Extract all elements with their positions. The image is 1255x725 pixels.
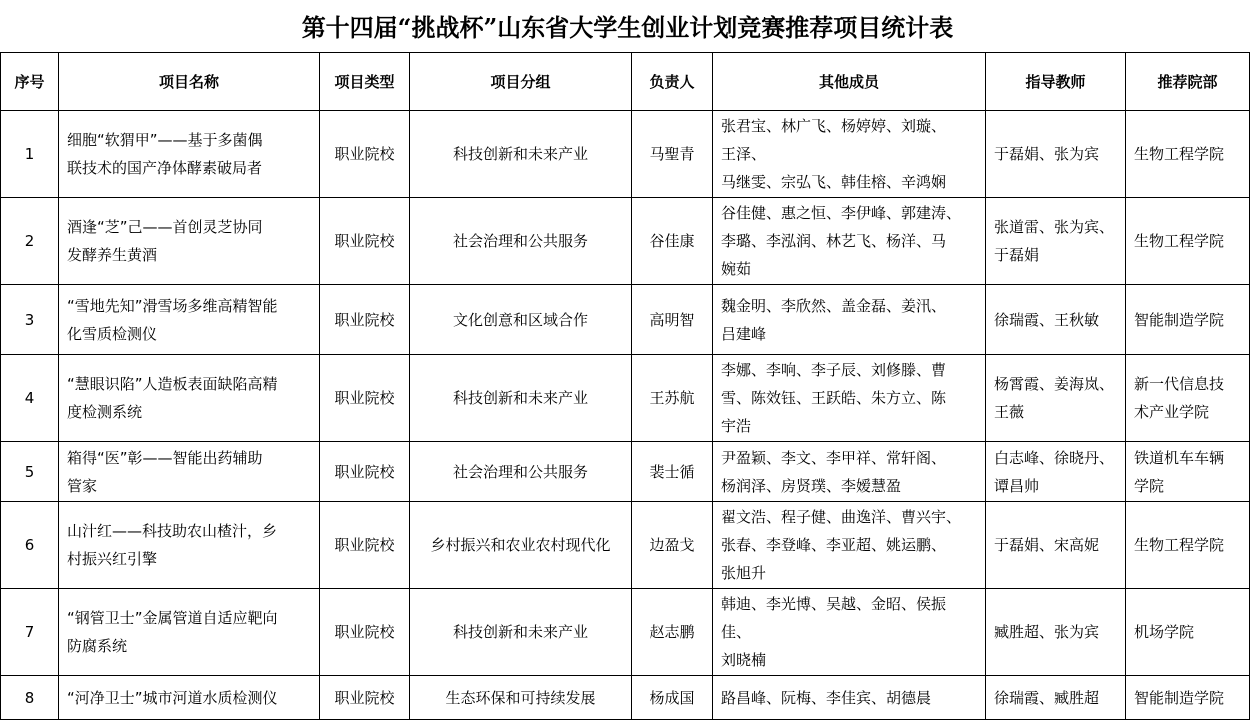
cell-other-members-line: 宇浩	[721, 417, 752, 435]
cell-advisor-line: 徐瑞霞、王秋敏	[994, 310, 1100, 329]
cell-other-members-line: 雪、陈效钰、王跃皓、朱方立、陈	[721, 389, 947, 407]
cell-other-members	[713, 198, 986, 285]
table-row	[1, 285, 1250, 355]
cell-other-members	[713, 676, 986, 720]
cell-leader: 裴士循	[632, 442, 713, 502]
cell-project-name	[59, 285, 320, 355]
cell-leader: 赵志鹏	[632, 589, 713, 676]
cell-project-name	[59, 198, 320, 285]
cell-department-line: 铁道机车车辆	[1134, 448, 1225, 467]
cell-other-members	[713, 442, 986, 502]
cell-department-line: 生物工程学院	[1134, 145, 1225, 163]
cell-project-name-line: 村振兴红引擎	[67, 550, 158, 568]
cell-advisor-line: 谭昌帅	[994, 476, 1040, 495]
cell-advisor	[986, 502, 1126, 589]
cell-department	[1126, 676, 1250, 720]
cell-department-line: 生物工程学院	[1134, 232, 1225, 250]
cell-advisor	[986, 355, 1126, 442]
cell-other-members-line: 尹盈颖、李文、李甲祥、常轩阁、	[721, 448, 947, 467]
cell-other-members-line: 翟文浩、程子健、曲逸洋、曹兴宇、	[721, 508, 962, 526]
cell-project-type: 职业院校	[320, 676, 410, 720]
cell-project-name-line: 防腐系统	[67, 637, 128, 655]
cell-project-type: 职业院校	[320, 442, 410, 502]
header-no: 序号	[1, 53, 59, 111]
project-table	[0, 52, 1250, 720]
header-other-members: 其他成员	[713, 53, 986, 111]
cell-department-line: 学院	[1134, 476, 1165, 495]
cell-other-members-line: 马继雯、宗弘飞、韩佳榕、辛鸿娴	[721, 173, 947, 191]
cell-no: 3	[1, 285, 59, 355]
cell-department-line: 智能制造学院	[1134, 310, 1225, 329]
cell-advisor-line: 臧胜超、张为宾	[994, 623, 1100, 641]
table-row	[1, 198, 1250, 285]
cell-project-type: 职业院校	[320, 111, 410, 198]
cell-advisor-line: 杨霄霞、姜海岚、	[994, 375, 1115, 393]
cell-department	[1126, 285, 1250, 355]
cell-department	[1126, 111, 1250, 198]
cell-project-group: 生态环保和可持续发展	[410, 676, 632, 720]
cell-other-members-line: 王泽、	[721, 145, 767, 163]
cell-other-members	[713, 285, 986, 355]
cell-advisor-line: 于磊娟	[994, 246, 1040, 264]
cell-advisor	[986, 198, 1126, 285]
cell-no: 2	[1, 198, 59, 285]
cell-project-type: 职业院校	[320, 355, 410, 442]
cell-project-name-line: “河净卫士”城市河道水质检测仪	[67, 688, 278, 707]
cell-other-members-line: 李璐、李泓润、林艺飞、杨洋、马	[721, 232, 947, 250]
header-department: 推荐院部	[1126, 53, 1250, 111]
cell-leader: 高明智	[632, 285, 713, 355]
cell-project-name-line: 箱得“医”彰——智能出药辅助	[67, 448, 263, 467]
cell-advisor-line: 于磊娟、宋高妮	[994, 536, 1100, 554]
header-project-group: 项目分组	[410, 53, 632, 111]
page-title: 第十四届“挑战杯”山东省大学生创业计划竞赛推荐项目统计表	[301, 12, 954, 42]
cell-department	[1126, 198, 1250, 285]
cell-other-members	[713, 355, 986, 442]
cell-project-group: 科技创新和未来产业	[410, 111, 632, 198]
cell-no: 6	[1, 502, 59, 589]
cell-other-members-line: 路昌峰、阮梅、李佳宾、胡德晨	[721, 688, 932, 707]
cell-project-name	[59, 355, 320, 442]
cell-project-name-line: 酒逢“芝”己——首创灵芝协同	[67, 218, 263, 236]
cell-advisor-line: 白志峰、徐晓丹、	[994, 448, 1115, 467]
cell-other-members-line: 张旭升	[721, 564, 767, 582]
cell-leader: 马聖青	[632, 111, 713, 198]
cell-leader: 杨成国	[632, 676, 713, 720]
cell-project-name-line: “慧眼识陷”人造板表面缺陷高精	[67, 375, 278, 393]
cell-no: 8	[1, 676, 59, 720]
cell-department	[1126, 355, 1250, 442]
cell-other-members-line: 婉茹	[721, 260, 752, 278]
table-row	[1, 355, 1250, 442]
header-project-type: 项目类型	[320, 53, 410, 111]
cell-project-name-line: 联技术的国产净体酵素破局者	[67, 159, 263, 177]
cell-other-members-line: 张春、李登峰、李亚超、姚运鹏、	[721, 536, 947, 554]
cell-advisor-line: 于磊娟、张为宾	[994, 145, 1100, 163]
cell-no: 5	[1, 442, 59, 502]
cell-other-members	[713, 589, 986, 676]
cell-department-line: 智能制造学院	[1134, 688, 1225, 707]
cell-other-members	[713, 111, 986, 198]
cell-department-line: 生物工程学院	[1134, 536, 1225, 554]
cell-department-line: 术产业学院	[1134, 403, 1210, 421]
cell-project-name-line: 度检测系统	[67, 403, 143, 421]
cell-other-members-line: 张君宝、林广飞、杨婷婷、刘璇、	[721, 117, 947, 135]
cell-project-name-line: 细胞“软猬甲”——基于多菌偶	[67, 131, 263, 149]
header-advisor: 指导教师	[986, 53, 1126, 111]
cell-other-members-line: 杨润泽、房贤璞、李嫒慧盈	[721, 476, 902, 495]
cell-other-members-line: 谷佳健、惠之恒、李伊峰、郭建涛、	[721, 204, 962, 222]
table-row	[1, 111, 1250, 198]
cell-leader: 王苏航	[632, 355, 713, 442]
cell-project-group: 乡村振兴和农业农村现代化	[410, 502, 632, 589]
cell-project-type: 职业院校	[320, 285, 410, 355]
cell-project-name-line: “钢管卫士”金属管道自适应靶向	[67, 609, 278, 627]
cell-other-members-line: 佳、	[721, 623, 752, 641]
cell-other-members-line: 魏金明、李欣然、盖金磊、姜汛、	[721, 296, 947, 315]
header-project-name: 项目名称	[59, 53, 320, 111]
cell-project-group: 社会治理和公共服务	[410, 198, 632, 285]
cell-project-name	[59, 676, 320, 720]
cell-department	[1126, 589, 1250, 676]
cell-advisor-line: 张道雷、张为宾、	[994, 218, 1115, 236]
cell-department	[1126, 442, 1250, 502]
cell-project-group: 社会治理和公共服务	[410, 442, 632, 502]
table-row	[1, 502, 1250, 589]
table-row	[1, 589, 1250, 676]
cell-project-name-line: “雪地先知”滑雪场多维高精智能	[67, 296, 278, 315]
header-row	[1, 53, 1250, 111]
cell-advisor-line: 王薇	[994, 403, 1025, 421]
cell-project-name	[59, 442, 320, 502]
cell-other-members-line: 韩迪、李光博、吴越、金昭、侯振	[721, 595, 947, 613]
cell-project-name-line: 管家	[67, 476, 98, 495]
cell-project-group: 科技创新和未来产业	[410, 589, 632, 676]
cell-other-members-line: 吕建峰	[721, 324, 767, 343]
cell-other-members-line: 刘晓楠	[721, 651, 767, 669]
cell-project-group: 科技创新和未来产业	[410, 355, 632, 442]
cell-advisor	[986, 111, 1126, 198]
cell-project-name-line: 发酵养生黄酒	[67, 246, 158, 264]
table-body	[1, 111, 1250, 720]
table-row	[1, 442, 1250, 502]
cell-project-name-line: 化雪质检测仪	[67, 324, 158, 343]
cell-project-name-line: 山汁红——科技助农山楂汁，乡	[67, 522, 278, 540]
cell-advisor-line: 徐瑞霞、臧胜超	[994, 688, 1100, 707]
cell-project-name	[59, 589, 320, 676]
cell-no: 7	[1, 589, 59, 676]
cell-other-members	[713, 502, 986, 589]
cell-project-type: 职业院校	[320, 502, 410, 589]
cell-leader: 边盈戈	[632, 502, 713, 589]
cell-other-members-line: 李娜、李响、李子辰、刘修滕、曹	[721, 361, 947, 379]
cell-department	[1126, 502, 1250, 589]
cell-project-group: 文化创意和区域合作	[410, 285, 632, 355]
cell-leader: 谷佳康	[632, 198, 713, 285]
cell-project-name	[59, 502, 320, 589]
table-row	[1, 676, 1250, 720]
cell-advisor	[986, 676, 1126, 720]
cell-advisor	[986, 442, 1126, 502]
cell-department-line: 新一代信息技	[1134, 375, 1225, 393]
cell-project-type: 职业院校	[320, 198, 410, 285]
cell-no: 1	[1, 111, 59, 198]
cell-advisor	[986, 285, 1126, 355]
cell-advisor	[986, 589, 1126, 676]
cell-department-line: 机场学院	[1134, 623, 1195, 641]
cell-no: 4	[1, 355, 59, 442]
header-leader: 负责人	[632, 53, 713, 111]
cell-project-type: 职业院校	[320, 589, 410, 676]
cell-project-name	[59, 111, 320, 198]
